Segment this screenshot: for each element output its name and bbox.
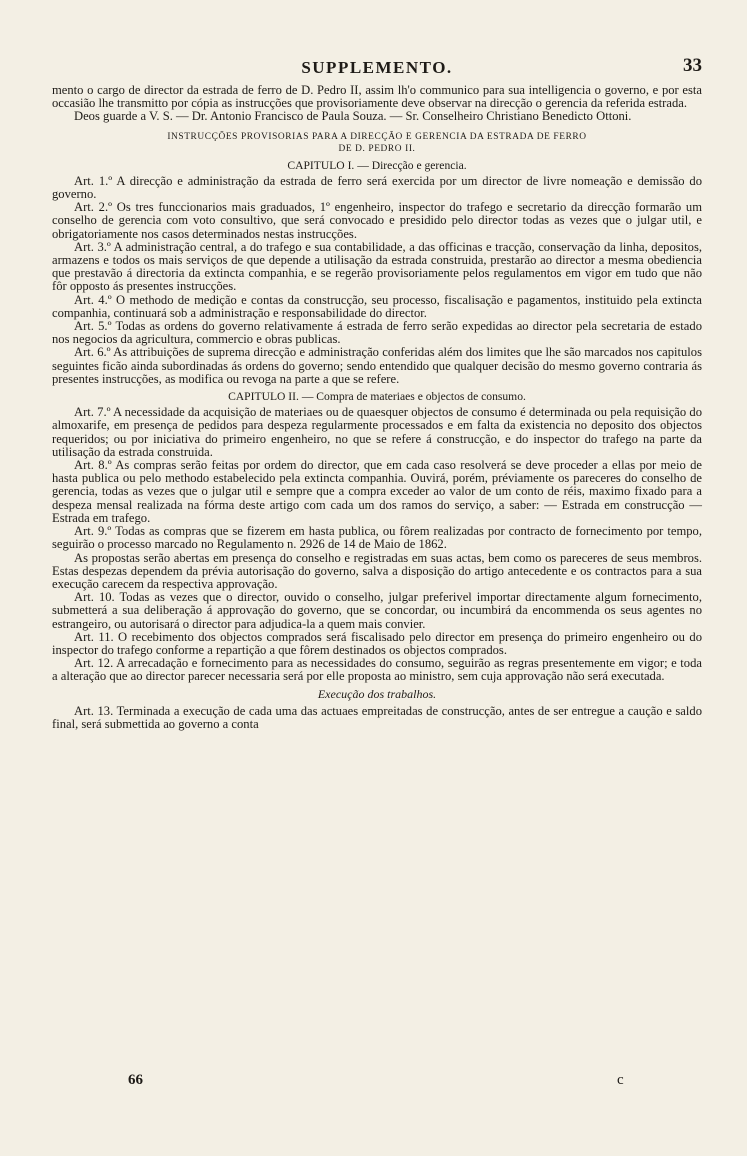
chapter-1-heading: CAPITULO I. — Direcção e gerencia. — [287, 158, 467, 172]
signature-mark: 66 — [128, 1072, 143, 1088]
article-9: Art. 9.º Todas as compras que se fizerem em hasta publica, ou fôrem realizadas por contracto de fornecimento por tempo, seguirão o processo marcado no Regulamento n. 2926 de 14 de Maio de 1862. — [52, 524, 702, 552]
article-4: Art. 4.º O methodo de medição e contas da construcção, seu processo, fiscalisação e pagamentos, instituido pela extincta companhia, continuará sob a administração e responsabilidade do director. — [52, 292, 702, 320]
article-3: Art. 3.º A administração central, a do trafego e sua contabilidade, a das officinas e tracção, conservação da linha, depositos, armazens e todos os mais serviços de que depende a utilisação da estrada construida, prestarão ao director a mesma obediencia que prestavão á directoria da extincta companhia, e se regerão provisoriamente pelos regulamentos em vigor em tudo que não fôr opposto ás presentes instrucções. — [52, 239, 702, 294]
article-9-continuation: As propostas serão abertas em presença do conselho e registradas em suas actas, bem como os pareceres de seus membros. Estas despezas dependem da prévia autorisação do governo, salva a disposição do artigo antecedente e os contractos para a sua execução carecem da respectiva approvação. — [52, 550, 702, 591]
article-11: Art. 11. O recebimento dos objectos comprados será fiscalisado pelo director em presença do primeiro engenheiro ou do inspector do trafego conforme a repartição a que fôrem destinados os objectos comprados. — [52, 629, 702, 657]
article-7: Art. 7.º A necessidade da acquisição de materiaes ou de quaesquer objectos de consumo é determinada ou pela requisição do almoxarife, em presença de pedidos para despeza regularmente processados e em falta da existencia no deposito dos objectos requeridos; ou por iniciativa do primeiro engenheiro, no que se refere á construcção, e do inspector do trafego na parte da utilisação da estrada construida. — [52, 405, 702, 459]
article-2: Art. 2.º Os tres funccionarios mais graduados, 1º engenheiro, inspector do trafego e secretario da direcção formarão um conselho de gerencia com voto consultivo, que será convocado e presidido pelo director todas as vezes que o julgar util, e obrigatoriamente nos casos determinados nestas instrucções. — [52, 200, 702, 241]
instructions-heading-sub: DE D. PEDRO II. — [338, 143, 416, 154]
article-10: Art. 10. Todas as vezes que o director, ouvido o conselho, julgar preferivel importar directamente algum fornecimento, submetterá a sua deliberação á approvação do governo, que se concordar, ou incumbirá da encommenda os seus agentes no estrangeiro, ou autorisará o director para adjudica-la a quem mais convier. — [52, 590, 702, 631]
page-footer — [52, 1072, 702, 1092]
article-6: Art. 6.º As attribuições de suprema direcção e administração conferidas além dos limites que lhe são marcados nos capitulos seguintes ficão ainda subordinadas ás ordens do governo; sendo entendido que qualquer decisão do mesmo governo contraria ás presentes instrucções, as modifica ou revoga na parte a que se refere. — [52, 345, 702, 386]
article-13: Art. 13. Terminada a execução de cada uma das actuaes empreitadas de construcção, antes de ser entregue a caução e saldo final, será submettida ao governo a conta — [52, 703, 702, 731]
page-number: 33 — [683, 55, 702, 76]
article-1: Art. 1.º A direcção e administração da estrada de ferro será exercida por um director de livre nomeação e demissão do governo. — [52, 173, 702, 202]
article-12: Art. 12. A arrecadação e fornecimento para as necessidades do consumo, seguirão as regras presentemente em vigor; e toda a alteração que ao director parecer necessaria será por elle proposta ao ministro, sem cuja approvação não será executada. — [52, 656, 702, 684]
running-title: SUPPLEMENTO. — [301, 58, 453, 77]
article-8: Art. 8.º As compras serão feitas por ordem do director, que em cada caso resolverá se deve proceder a ellas por meio de hasta publica ou pelo methodo estabelecido pela extincta companhia. Ouvirá, porém, préviamente os pareceres do conselho de gerencia, todas as vezes que o julgar util e sempre que a compra exceder ao valor de um conto de réis, maximo fixado para a despeza mensal realizada na fórma deste artigo com cada um dos ramos do serviço, a saber: — Estrada em construcção — Estrada em trafego. — [52, 458, 702, 525]
instructions-heading — [52, 131, 702, 155]
page-body — [52, 84, 702, 731]
page-header — [52, 55, 702, 84]
chapter-2-heading: CAPITULO II. — Compra de materiaes e objectos de consumo. — [228, 390, 526, 404]
intro-paragraph-2: Deos guarde a V. S. — Dr. Antonio Francisco de Paula Souza. — Sr. Conselheiro Christiano Benedicto Ottoni. — [74, 109, 632, 124]
intro-paragraph-1: mento o cargo de director da estrada de ferro de D. Pedro II, assim lh'o communico para sua intelligencia o governo, e por esta occasião lhe transmitto por cópia as instrucções que provisoriamente deve observar na direcção o gerencia da referida estrada. — [52, 83, 702, 111]
instructions-heading-title: INSTRUCÇÕES PROVISORIAS PARA A DIRECÇÃO E GERENCIA DA ESTRADA DE FERRO — [167, 131, 587, 142]
article-5: Art. 5.º Todas as ordens do governo relativamente á estrada de ferro serão expedidas ao director pela secretaria de estado nos negocios da agricultura, commercio e obras publicas. — [52, 319, 702, 347]
section-heading: Execução dos trabalhos. — [317, 686, 437, 701]
signature-letter: c — [617, 1072, 624, 1088]
